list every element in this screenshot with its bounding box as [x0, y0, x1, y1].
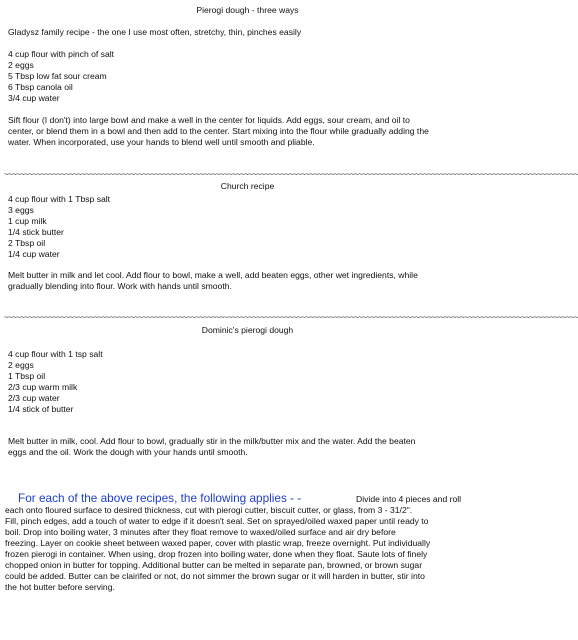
recipe3-directions-line: eggs and the oil. Work the dough with your hands until smooth.	[8, 447, 248, 457]
general-line: could be added. Butter can be clairifed or not, do not simmer the brown sugar or it will harden in butter, stir into	[5, 571, 425, 581]
recipe2-ingredient: 3 eggs	[8, 205, 34, 215]
general-line: chopped onion in butter for topping. Additional butter can be melted in separate pan, browned, or brown sugar	[5, 560, 423, 570]
general-line: Fill, pinch edges, add a touch of water to edge if it doesn't seal. Set on sprayed/oiled waxed paper until ready to	[5, 516, 429, 526]
recipe3-ingredient: 1/4 stick of butter	[8, 404, 74, 414]
general-line: boil. Drop into boiling water, 3 minutes after they float remove to waxed/oiled surface and air dry before	[5, 527, 396, 537]
recipe1-directions-line: Sift flour (I don't) into large bowl and make a well in the center for liquids. Add eggs, sour cream, and oil to	[8, 115, 410, 125]
general-line: freezing. Layer on cookie sheet between waxed paper, cover with plastic wrap, freeze overnight. Put individually	[5, 538, 431, 548]
recipe2-ingredient: 2 Tbsp oil	[8, 238, 46, 248]
recipe1-directions-line: water. When incorporated, use your hands to blend well until smooth and pliable.	[8, 137, 315, 147]
recipe3-ingredient: 1 Tbsp oil	[8, 371, 46, 381]
general-line: frozen pierogi in container. When using, drop frozen into boiling water, done when they float. Saute lots of finely	[5, 549, 428, 559]
recipe1-directions-line: center, or blend them in a bowl and then add to the center. Start mixing into the flour while gradually adding the	[8, 126, 429, 136]
recipe1-ingredient: 6 Tbsp canola oil	[8, 82, 73, 92]
recipe3-directions-line: Melt butter in milk, cool. Add flour to bowl, gradually stir in the milk/butter mix and the water. Add the beaten	[8, 436, 416, 446]
recipe3-ingredient: 2/3 cup warm milk	[8, 382, 78, 392]
recipe3-ingredient: 2 eggs	[8, 360, 34, 370]
document-title: Pierogi dough - three ways	[196, 5, 299, 15]
general-first-line: Divide into 4 pieces and roll	[356, 494, 462, 504]
general-line: the hot butter before serving.	[5, 582, 115, 592]
general-line: each onto floured surface to desired thickness, cut with pierogi cutter, biscuit cutter, or glass, from 3 - 31/2".	[5, 505, 413, 515]
section-separator: ~~~~~~~~~~~~~~~~~~~~~~~~~~~~~~~~~~~~~~~~~~~~~~~~~~~~~~~~~~~~~~~~~~~~~~~~~~~~~~~~~~~~~~~~~~~~~~~~~~~~~~~~~~~~~~~~~~~~~~~~~~~~~~~~~~~~~~~~~~~~~	[4, 170, 578, 179]
recipe3-ingredient: 2/3 cup water	[8, 393, 60, 403]
general-heading: For each of the above recipes, the following applies - -	[18, 491, 302, 505]
recipe2-ingredient: 4 cup flour with 1 Tbsp salt	[8, 194, 111, 204]
recipe2-ingredient: 1/4 cup water	[8, 249, 60, 259]
recipe2-title: Church recipe	[220, 181, 275, 191]
recipe1-intro: Gladysz family recipe - the one I use most often, stretchy, thin, pinches easily	[8, 27, 302, 37]
recipe1-ingredient: 4 cup flour with pinch of salt	[8, 49, 115, 59]
recipe3-title: Dominic's pierogi dough	[201, 325, 294, 335]
recipe1-ingredient: 5 Tbsp low fat sour cream	[8, 71, 107, 81]
recipe1-ingredient: 2 eggs	[8, 60, 34, 70]
recipe1-ingredient: 3/4 cup water	[8, 93, 60, 103]
recipe2-ingredient: 1 cup milk	[8, 216, 47, 226]
recipe2-directions-line: Melt butter in milk and let cool. Add flour to bowl, make a well, add beaten eggs, other wet ingredients, while	[8, 270, 418, 280]
recipe2-ingredient: 1/4 stick butter	[8, 227, 64, 237]
section-separator: ~~~~~~~~~~~~~~~~~~~~~~~~~~~~~~~~~~~~~~~~~~~~~~~~~~~~~~~~~~~~~~~~~~~~~~~~~~~~~~~~~~~~~~~~~~~~~~~~~~~~~~~~~~~~~~~~~~~~~~~~~~~~~~~~~~~~~~~~~~~~~	[4, 313, 578, 322]
recipe2-directions-line: gradually blending into flour. Work with hands until smooth.	[8, 281, 232, 291]
recipe3-ingredient: 4 cup flour with 1 tsp salt	[8, 349, 103, 359]
